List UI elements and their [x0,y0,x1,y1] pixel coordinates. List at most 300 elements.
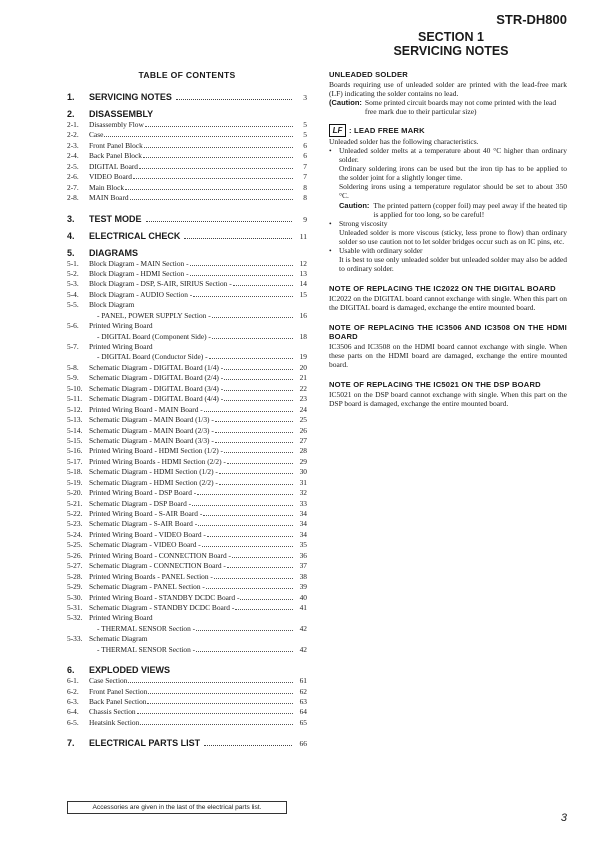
toc-page-number: 35 [299,540,307,550]
toc-leader-dots [202,546,293,547]
toc-entry-number: 5-7. [67,342,79,351]
toc-leader-dots [190,275,293,276]
toc-page-number: 40 [299,592,307,602]
toc-entry [67,676,307,686]
unleaded-solder-heading: UNLEADED SOLDER [329,70,408,79]
toc-entry [67,290,307,300]
toc-entry [67,130,307,140]
caution-label: Caution: [339,200,370,210]
toc-entry-title: Printed Wiring Board - MAIN Board - [89,404,203,414]
toc-entry-title: Printed Wiring Board [89,342,153,351]
toc-entry [67,582,307,592]
toc-entry [67,279,307,289]
toc-leader-dots [240,599,293,600]
toc-entry [67,183,307,193]
toc-entry [67,613,307,623]
toc-entry-number: 2-6. [67,172,79,182]
toc-leader-dots [192,505,293,506]
toc-leader-dots [224,400,293,401]
toc-entry [67,540,307,550]
toc-entry-number: 5-2. [67,268,79,278]
model-number: STR-DH800 [496,12,567,27]
ic5021-note-body: IC5021 on the DSP board cannot exchange with single. When this part on the DSP board is damaged, exchange the entire mounted board. [329,389,567,408]
toc-title: TABLE OF CONTENTS [138,70,236,80]
toc-leader-dots [204,411,293,412]
toc-entry-number: 5-12. [67,404,83,414]
toc-section-title: EXPLODED VIEWS [89,665,171,676]
toc-section-heading [67,109,307,120]
toc-leader-dots [184,238,292,239]
toc-entry [67,311,307,321]
page-number: 3 [560,812,567,824]
toc-entry-title: - THERMAL SENSOR Section - [97,644,196,654]
toc-page-number: 6 [303,140,307,150]
toc-entry [67,624,307,634]
lead-free-mark-heading [329,124,567,137]
toc-page-number: 5 [303,120,307,129]
toc-page-number: 8 [303,193,307,203]
toc-entry-number: 2-8. [67,193,79,203]
toc-entry [67,572,307,582]
toc-entry-number: 5-4. [67,289,79,299]
toc-page-number: 22 [299,383,307,393]
toc-entry-number: 5-29. [67,582,83,592]
toc-page-number: 61 [299,676,307,686]
toc-page-number: 32 [299,488,307,498]
toc-page-number: 20 [299,362,307,372]
toc-page-number: 7 [303,161,307,171]
caution-text: Some printed circuit boards may not come printed with the lead free mark due to their particular size) [364,97,557,116]
toc-entry-number: 2-5. [67,161,79,171]
toc-entry-title: Schematic Diagram - CONNECTION Board - [89,561,226,571]
toc-entry-title: Disassembly Flow [89,120,144,129]
toc-entry [67,300,307,310]
toc-page-number: 36 [299,550,307,560]
toc-entry [67,269,307,279]
toc-entry-number: 5-17. [67,456,83,466]
toc-entry [67,151,307,161]
table-of-contents [67,70,307,753]
bullet-icon: • [329,218,332,228]
toc-entry-number: 5-9. [67,373,79,383]
toc-entry [67,467,307,477]
toc-leader-dots [215,432,293,433]
toc-page-number: 25 [299,415,307,425]
toc-leader-dots [176,99,292,100]
toc-section-title: ELECTRICAL PARTS LIST [89,738,201,749]
toc-entry [67,141,307,151]
toc-entry [67,593,307,603]
toc-entry-number: 5-8. [67,362,79,372]
toc-leader-dots [224,379,293,380]
bullet-text: Unleaded solder melts at a temperature about 40 °C higher than ordinary solder. [339,145,567,165]
toc-page-number: 66 [299,739,307,749]
toc-entry [67,718,307,728]
toc-leader-dots [139,168,293,169]
toc-entry-number: 2-4. [67,151,79,161]
toc-leader-dots [145,126,293,127]
bullet-viscosity [329,219,567,246]
toc-leader-dots [144,147,293,148]
toc-entry [67,478,307,488]
toc-section-title: SERVICING NOTES [89,92,172,102]
toc-entry [67,172,307,182]
accessories-note: Accessories are given in the last of the electrical parts list. [67,801,287,814]
toc-entry [67,415,307,425]
toc-page-number: 34 [299,519,307,529]
toc-section-number: 6. [67,665,75,676]
toc-page-number: 12 [299,258,307,268]
toc-leader-dots [128,682,293,683]
toc-entry-title: Printed Wiring Board [89,321,153,331]
toc-page-number: 34 [299,529,307,539]
toc-entry-title: Schematic Diagram [89,634,148,644]
toc-entry-number: 6-1. [67,676,79,686]
toc-entry [67,259,307,269]
toc-page-number: 14 [299,279,307,289]
bullet-text: Usable with ordinary solder [339,246,423,255]
toc-page-number: 26 [299,425,307,435]
toc-entry-number: 5-32. [67,613,83,623]
toc-entry-number: 5-13. [67,415,83,425]
toc-entry [67,551,307,561]
toc-leader-dots [196,651,293,652]
toc-leader-dots [227,463,293,464]
bullet-usable [329,246,567,273]
toc-leader-dots [190,265,293,266]
toc-entry-title: Schematic Diagram - STANDBY DCDC Board - [89,602,235,612]
toc-entry-title: Schematic Diagram - MAIN Board (2/3) - [89,425,214,435]
toc-page-number: 7 [303,172,307,182]
caution-text: The printed pattern (copper foil) may peel away if the heated tip is applied for too long, so be careful! [373,200,567,219]
toc-entry-title: Back Panel Block [89,151,142,161]
toc-leader-dots [219,484,293,485]
toc-leader-dots [196,630,293,631]
toc-entry-title: - DIGITAL Board (Component Side) - [97,331,211,341]
toc-leader-dots [224,369,293,370]
toc-entry [67,634,307,644]
toc-page-number: 38 [299,571,307,581]
toc-entry-title: Heatsink Section [89,717,140,727]
bullet-text: Soldering irons using a temperature regulator should be set to about 350 °C. [339,182,567,201]
toc-entry [67,342,307,352]
toc-leader-dots [224,452,293,453]
bullet-text: It is best to use only unleaded solder but unleaded solder may also be added to ordinary solder. [339,255,567,274]
toc-entry-title: - DIGITAL Board (Conductor Side) - [97,352,208,362]
toc-entry-title: - PANEL, POWER SUPPLY Section - [97,310,211,320]
toc-section-heading [67,231,307,242]
toc-entry-number: 5-22. [67,509,83,518]
toc-page-number: 63 [299,697,307,706]
toc-leader-dots [197,494,293,495]
toc-page-number: 30 [299,467,307,477]
toc-page-number: 29 [299,456,307,466]
toc-entry [67,446,307,456]
toc-entry [67,352,307,362]
toc-entry [67,363,307,373]
toc-entry-number: 6-2. [67,686,79,696]
toc-page-number: 8 [303,182,307,192]
toc-leader-dots [206,588,293,589]
toc-entry-title: Block Diagram - DSP, S-AIR, SIRIUS Section - [89,279,232,289]
toc-leader-dots [219,473,293,474]
toc-entry [67,120,307,130]
toc-entry-number: 5-24. [67,529,83,539]
toc-entry-title: Schematic Diagram - DSP Board - [89,498,192,508]
toc-page-number: 16 [299,310,307,320]
toc-leader-dots [212,338,293,339]
toc-entry-title: VIDEO Board [89,172,132,182]
toc-page-number: 42 [299,623,307,633]
toc-entry-title: Chassis Section [89,707,136,717]
toc-leader-dots [215,421,293,422]
toc-entry-title: Schematic Diagram - MAIN Board (3/3) - [89,435,214,445]
toc-entry [67,561,307,571]
section-title: SERVICING NOTES [393,44,509,58]
toc-leader-dots [137,713,293,714]
toc-entry [67,488,307,498]
toc-entry-number: 5-3. [67,279,79,289]
lead-free-intro: Unleaded solder has the following characteristics. [329,136,479,146]
toc-leader-dots [224,390,293,391]
toc-entry-title: Front Panel Section [89,686,148,696]
ic3506-note-body: IC3506 and IC3508 on the HDMI board cannot exchange with single. When these parts on the HDMI board are damaged, exchange the entire mounted board. [329,341,567,370]
toc-entry [67,405,307,415]
toc-leader-dots [143,157,293,158]
toc-entry [67,436,307,446]
toc-entry [67,603,307,613]
toc-leader-dots [147,703,293,704]
section-number: SECTION 1 [418,30,484,44]
bullet-melting [329,146,567,219]
bullet-caution [339,201,567,219]
toc-entry-title: Schematic Diagram - MAIN Board (1/3) - [89,415,214,425]
toc-entry-number: 2-3. [67,140,79,150]
toc-page-number: 18 [299,331,307,341]
toc-leader-dots [198,525,293,526]
toc-entry-title: Schematic Diagram - VIDEO Board - [89,540,201,550]
toc-page-number: 34 [299,509,307,518]
toc-entry [67,394,307,404]
toc-entry-title: Schematic Diagram - HDMI Section (2/2) - [89,477,218,487]
toc-leader-dots [125,189,293,190]
toc-leader-dots [209,358,293,359]
toc-entry-title: Printed Wiring Board - STANDBY DCDC Board - [89,592,240,602]
toc-entry-number: 5-11. [67,394,83,404]
toc-entry-title: Schematic Diagram - DIGITAL Board (3/4) - [89,383,224,393]
toc-entry-title: Block Diagram [89,300,135,310]
toc-page-number: 33 [299,498,307,508]
toc-entry-title: Printed Wiring Board [89,613,153,623]
toc-leader-dots [104,136,293,137]
toc-section-heading [67,214,307,225]
toc-entry-title: Printed Wiring Board - CONNECTION Board - [89,550,232,560]
toc-entry-number: 5-14. [67,425,83,435]
toc-page-number: 23 [299,394,307,404]
servicing-notes [329,70,567,408]
toc-entry-number: 2-1. [67,120,79,129]
toc-entry-title: Schematic Diagram - S-AIR Board - [89,519,198,529]
bullet-text: Unleaded solder is more viscous (sticky, less prone to flow) than ordinary solder so use caution not to let solder bridges occur such as on IC pins, etc. [339,227,567,246]
toc-leader-dots [204,745,292,746]
unleaded-caution [329,98,567,116]
toc-entry-number: 5-31. [67,602,83,612]
toc-entry-number: 5-15. [67,435,83,445]
toc-entry-number: 2-2. [67,130,79,140]
ic2022-note-body: IC2022 on the DIGITAL board cannot exchange with single. When this part on the DIGITAL board is damaged, exchange the entire mounted board. [329,293,567,312]
toc-section-heading [67,665,307,676]
toc-page-number: 65 [299,717,307,727]
toc-entry [67,373,307,383]
toc-entry-title: Block Diagram - HDMI Section - [89,268,189,278]
toc-page-number: 21 [299,373,307,383]
toc-entry-number: 5-18. [67,467,83,477]
toc-entry-number: 5-10. [67,383,83,393]
toc-leader-dots [232,557,293,558]
toc-leader-dots [212,317,293,318]
toc-entry [67,530,307,540]
toc-entry-title: Printed Wiring Boards - PANEL Section - [89,571,213,581]
toc-leader-dots [133,178,293,179]
toc-entry-title: Schematic Diagram - HDMI Section (1/2) - [89,467,218,477]
toc-entry-title: Schematic Diagram - DIGITAL Board (2/4) - [89,373,224,383]
toc-entries [67,92,307,749]
toc-page-number: 19 [299,352,307,362]
toc-leader-dots [193,296,293,297]
toc-page-number: 5 [303,130,307,140]
toc-page-number: 15 [299,289,307,299]
toc-section-title: DIAGRAMS [89,247,138,258]
toc-section-heading [67,92,307,103]
toc-entry [67,384,307,394]
toc-page-number: 64 [299,707,307,717]
toc-entry-number: 6-3. [67,697,79,706]
toc-entry [67,697,307,707]
toc-entry-title: Block Diagram - AUDIO Section - [89,289,193,299]
toc-page-number: 41 [299,602,307,612]
toc-entry-number: 5-25. [67,540,83,550]
toc-entry-number: 2-7. [67,182,79,192]
toc-entry-title: Case Section [89,676,128,686]
toc-entry-title: DIGITAL Board [89,161,139,171]
toc-entry-title: MAIN Board [89,193,129,203]
bullet-text: Strong viscosity [339,218,388,228]
toc-entry [67,509,307,519]
toc-page-number: 28 [299,446,307,456]
toc-entry [67,426,307,436]
toc-leader-dots [215,442,293,443]
toc-entry-title: Case [89,130,104,140]
toc-entry [67,687,307,697]
toc-leader-dots [146,221,292,222]
toc-entry [67,457,307,467]
toc-entry-title: Printed Wiring Board - HDMI Section (1/2) - [89,446,224,456]
toc-entry-number: 5-1. [67,258,79,268]
toc-section-number: 2. [67,109,75,119]
toc-entry-title: Printed Wiring Board - S-AIR Board - [89,509,203,518]
toc-entry-number: 5-33. [67,634,83,644]
toc-page-number: 31 [299,477,307,487]
toc-entry [67,707,307,717]
toc-page-number: 3 [303,93,307,102]
toc-page-number: 11 [299,231,307,241]
toc-leader-dots [235,609,293,610]
toc-entry-number: 5-27. [67,561,83,571]
toc-entry [67,332,307,342]
toc-section-number: 4. [67,230,75,241]
toc-leader-dots [148,693,293,694]
toc-entry-title: Printed Wiring Board - VIDEO Board - [89,529,206,539]
toc-page-number: 37 [299,561,307,571]
toc-leader-dots [214,578,293,579]
toc-entry-number: 6-4. [67,707,79,717]
toc-entry [67,321,307,331]
caution-label: (Caution: [329,97,362,107]
toc-entry [67,519,307,529]
toc-entry-number: 5-19. [67,477,83,487]
toc-entry-number: 5-16. [67,446,83,456]
toc-page-number: 24 [299,404,307,414]
toc-page-number: 27 [299,435,307,445]
toc-entry [67,645,307,655]
toc-entry-number: 6-5. [67,717,79,727]
toc-leader-dots [140,724,293,725]
toc-entry-title: Front Panel Block [89,140,143,150]
toc-section-heading [67,248,307,259]
toc-entry-title: Printed Wiring Board - DSP Board - [89,488,197,498]
toc-entry-number: 5-28. [67,571,83,581]
toc-entry-title: Schematic Diagram - DIGITAL Board (4/4) - [89,394,224,404]
ic2022-note-heading: NOTE OF REPLACING THE IC2022 ON THE DIGITAL BOARD [329,284,556,294]
toc-entry-title: Schematic Diagram - PANEL Section - [89,582,205,592]
ic3506-note-heading: NOTE OF REPLACING THE IC3506 AND IC3508 ON THE HDMI BOARD [329,322,567,342]
toc-page-number: 6 [303,151,307,161]
toc-section-number: 5. [67,247,75,258]
toc-entry-number: 5-30. [67,592,83,602]
toc-page-number: 9 [303,214,307,224]
lead-free-title: : LEAD FREE MARK [349,125,425,135]
toc-section-number: 7. [67,738,75,749]
toc-entry [67,499,307,509]
toc-leader-dots [207,536,293,537]
toc-section-number: 1. [67,92,75,102]
toc-entry-number: 5-23. [67,519,83,529]
toc-entry-title: Main Block [89,182,125,192]
toc-leader-dots [203,515,293,516]
toc-entry-title: - THERMAL SENSOR Section - [97,623,196,633]
toc-section-title: DISASSEMBLY [89,109,154,119]
bullet-icon: • [329,145,332,155]
toc-entry-title: Schematic Diagram - DIGITAL Board (1/4) - [89,362,224,372]
toc-section-heading [67,738,307,749]
toc-entry-title: Block Diagram - MAIN Section - [89,258,189,268]
toc-page-number: 42 [299,644,307,654]
toc-entry-number: 5-26. [67,550,83,560]
toc-entry-number: 5-20. [67,488,83,498]
toc-leader-dots [227,567,293,568]
toc-entry-number: 5-21. [67,498,83,508]
unleaded-solder-body: Boards requiring use of unleaded solder are printed with the lead-free mark (LF) indicating the solder contains no lead. [329,79,567,98]
toc-page-number: 13 [299,268,307,278]
toc-entry-number: 5-6. [67,321,79,331]
toc-leader-dots [233,285,293,286]
toc-entry-title: Back Panel Section [89,697,147,706]
toc-entry-number: 5-5. [67,300,79,310]
toc-section-title: ELECTRICAL CHECK [89,230,181,241]
toc-section-title: TEST MODE [89,213,142,224]
toc-section-number: 3. [67,213,75,224]
toc-entry [67,193,307,203]
